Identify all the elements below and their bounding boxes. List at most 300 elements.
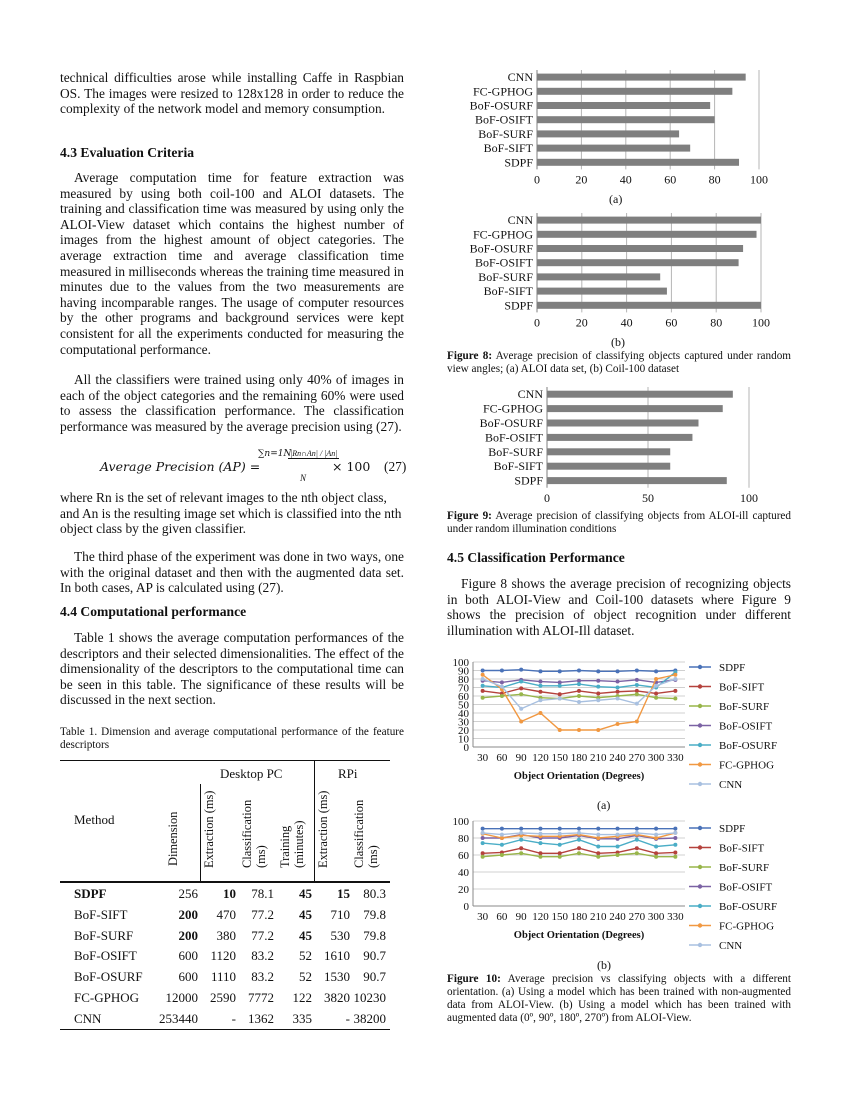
table-cell-ext: 10 [223, 886, 236, 901]
data-point [538, 680, 542, 684]
y-tick-label: 50 [458, 699, 469, 712]
data-point [673, 827, 677, 831]
bar [547, 463, 670, 470]
data-point [481, 827, 485, 831]
figure-8-caption [447, 350, 791, 376]
x-tick-label: 180 [570, 911, 588, 923]
bar [537, 245, 743, 252]
paragraph-definitions [60, 490, 404, 537]
paragraph-evaluation: Average computation time for feature extraction was measured by using both coil-100 and ALOI datasets. The training and classification time was measured by using only the ALOI-View dataset which contains the highest number of images from the highest amount of object categories. The average extraction time and average classification time measured in milliseconds whereas the training time measured in minutes due to the values from the two measurements are having incomparable ranges. The usage of computer resources by the other programs and background services were kept consistent for all the experiments conducted for measuring the computational performance. [60, 170, 404, 357]
data-point [654, 827, 658, 831]
x-tick-label: 60 [496, 752, 508, 764]
legend-label: BoF-SIFT [719, 681, 765, 694]
data-point [616, 669, 620, 673]
data-point [654, 677, 658, 681]
equation-numerator: |Rn∩An| / |An| [290, 449, 338, 458]
data-point [558, 832, 562, 836]
group-desktop-pc: Desktop PC [220, 766, 283, 781]
table-cell-rcls: 79.8 [363, 906, 386, 922]
legend-marker [698, 884, 702, 888]
y-tick-label: 20 [458, 725, 469, 737]
bar [537, 259, 739, 266]
data-point [616, 833, 620, 837]
x-tick-label: 150 [551, 911, 568, 923]
data-point [654, 845, 658, 849]
legend-marker [698, 762, 702, 766]
y-tick-label: 100 [452, 816, 469, 828]
paragraph-classifiers: All the classifiers were trained using only 40% of images in each of the object categories and the remaining 60% were used to assess the classification performance. The classification performance was measured by the average precision using (27). [60, 372, 404, 434]
data-point [577, 831, 581, 835]
data-point [538, 827, 542, 831]
table-cell-dim: 600 [178, 969, 198, 985]
figure-8a-chart [447, 66, 791, 190]
data-point [654, 684, 658, 688]
data-point [654, 669, 658, 673]
table-cell-rcls: 80.3 [363, 886, 386, 901]
category-label: SDPF [514, 473, 543, 488]
figure-10a-label: (a) [597, 798, 611, 812]
data-point [654, 691, 658, 695]
table-cell-train: 52 [299, 948, 312, 964]
table-cell-dim: 12000 [165, 990, 198, 1005]
category-label: SDPF [504, 298, 533, 313]
data-point [558, 684, 562, 688]
table-cell-train: 45 [299, 927, 312, 943]
table-cell-dim: 600 [178, 948, 198, 964]
legend-marker [698, 943, 702, 947]
bar [547, 405, 723, 412]
bar [547, 434, 692, 441]
x-tick-label: 20 [575, 172, 588, 187]
data-point [538, 669, 542, 673]
category-label: BoF-OSURF [479, 416, 543, 430]
data-point [577, 669, 581, 673]
data-point [558, 697, 562, 701]
data-point [519, 827, 523, 831]
data-point [616, 686, 620, 690]
legend-label: BoF-SIFT [719, 842, 765, 855]
data-point [596, 679, 600, 683]
x-tick-label: 240 [609, 752, 626, 764]
table-cell-cls: 77.2 [251, 927, 274, 943]
bar [537, 217, 761, 224]
equation-27 [100, 447, 407, 485]
figure-10-caption [447, 973, 791, 1025]
category-label: BoF-SURF [488, 444, 543, 459]
figure-8-caption-label: Figure 8: [447, 350, 493, 362]
table-cell-ext: - [231, 1010, 236, 1026]
paragraph-third-phase: The third phase of the experiment was done in two ways, one with the original dataset and then with the augmented data set. In both cases, AP is calculated using (27). [60, 549, 404, 596]
x-tick-label: 210 [590, 911, 607, 923]
legend-marker [698, 704, 702, 708]
data-point [635, 683, 639, 687]
table-cell-dim: 256 [178, 886, 198, 901]
table-caption: Table 1. Dimension and average computational performance of the feature descriptors [60, 726, 404, 751]
data-point [635, 702, 639, 706]
x-tick-label: 330 [667, 911, 684, 923]
x-tick-label: 30 [477, 911, 489, 923]
table-cell-cls: 78.1 [251, 886, 274, 901]
data-point [500, 680, 504, 684]
bar [537, 231, 757, 238]
data-point [577, 700, 581, 704]
data-point [481, 831, 485, 835]
x-tick-label: 330 [667, 752, 684, 764]
data-point [558, 827, 562, 831]
data-point [673, 855, 677, 859]
table-cell-dim: 200 [178, 906, 198, 922]
x-tick-label: 90 [515, 911, 527, 923]
table-cell-cls: 77.2 [251, 906, 274, 922]
y-tick-label: 10 [458, 733, 469, 746]
data-point [558, 843, 562, 847]
figure-10a-chart [447, 650, 791, 800]
data-point [616, 697, 620, 701]
bar [537, 145, 690, 152]
table-cell-cls: 83.2 [251, 948, 274, 964]
category-label: FC-GPHOG [472, 227, 533, 242]
data-point [519, 680, 523, 684]
data-point [519, 851, 523, 855]
category-label: BoF-SIFT [483, 284, 533, 299]
data-point [500, 685, 504, 689]
x-axis-title: Object Orientation (Degrees) [513, 930, 645, 941]
data-point [500, 694, 504, 698]
data-point [500, 853, 504, 857]
definition-line-1: where Rn is the set of relevant images to the nth object class, [60, 490, 387, 505]
y-tick-label: 20 [458, 884, 469, 896]
category-label: BoF-SIFT [483, 141, 533, 156]
legend-label: BoF-SURF [719, 701, 770, 713]
data-point [635, 678, 639, 682]
data-point [673, 677, 677, 681]
equation-number: (27) [384, 459, 407, 474]
bar [547, 477, 727, 484]
data-point [596, 833, 600, 837]
data-point [635, 838, 639, 842]
y-tick-label: 0 [463, 742, 469, 754]
category-label: BoF-SIFT [493, 459, 543, 474]
table-cell-method: CNN [74, 1010, 102, 1026]
x-tick-label: 120 [532, 911, 549, 923]
section-heading-4-3: 4.3 Evaluation Criteria [60, 145, 195, 160]
table-bottom-rule [60, 1029, 390, 1030]
figure-9-chart [447, 386, 791, 508]
data-point [635, 692, 639, 696]
table-cell-rext: 1610 [324, 948, 350, 964]
table-row [60, 905, 390, 926]
x-tick-label: 60 [496, 911, 508, 923]
data-point [635, 831, 639, 835]
data-point [616, 722, 620, 726]
table-cell-train: 45 [299, 906, 312, 922]
data-point [635, 827, 639, 831]
data-point [481, 689, 485, 693]
data-point [481, 669, 485, 673]
category-label: BoF-SURF [478, 126, 533, 141]
data-point [538, 855, 542, 859]
table-cell-train: 122 [292, 990, 312, 1005]
legend-marker [698, 904, 702, 908]
data-point [577, 689, 581, 693]
category-label: BoF-SURF [478, 269, 533, 284]
data-point [538, 711, 542, 715]
data-point [519, 686, 523, 690]
header-training: Training (minutes) [278, 820, 306, 868]
data-point [481, 673, 485, 677]
data-point [596, 685, 600, 689]
table-cell-ext: 470 [216, 906, 236, 922]
x-tick-label: 100 [752, 315, 770, 330]
header-method: Method [74, 812, 115, 827]
data-point [558, 728, 562, 732]
data-point [616, 827, 620, 831]
figure-10b-chart [447, 812, 791, 960]
table-cell-rext: 1530 [324, 969, 350, 985]
data-point [577, 827, 581, 831]
data-point [558, 855, 562, 859]
data-point [538, 690, 542, 694]
x-tick-label: 80 [710, 315, 723, 330]
y-tick-label: 40 [458, 708, 469, 720]
category-label: BoF-OSURF [469, 241, 533, 256]
y-tick-label: 70 [458, 682, 469, 695]
bar [537, 302, 761, 309]
x-tick-label: 0 [544, 490, 550, 505]
table-cell-method: SDPF [74, 886, 107, 901]
table-cell-method: BoF-OSIFT [74, 948, 137, 964]
category-label: BoF-OSURF [469, 98, 533, 113]
category-label: SDPF [504, 155, 533, 170]
legend-marker [698, 865, 702, 869]
bar [537, 273, 660, 280]
table-cell-rext: 15 [337, 886, 350, 901]
bar [537, 88, 732, 95]
data-point [519, 668, 523, 672]
table-cell-rext: 710 [330, 906, 350, 922]
data-point [654, 855, 658, 859]
equation-rhs: × 100 [332, 459, 371, 474]
data-point [519, 846, 523, 850]
y-tick-label: 80 [458, 674, 469, 686]
table-row [60, 988, 390, 1009]
x-tick-label: 20 [575, 315, 588, 330]
x-tick-label: 270 [628, 911, 646, 923]
y-tick-label: 100 [452, 657, 469, 669]
figure-9-caption [447, 510, 791, 536]
y-tick-label: 90 [458, 665, 469, 678]
data-point [481, 855, 485, 859]
table-row [60, 926, 390, 947]
legend-marker [698, 923, 702, 927]
table-cell-method: FC-GPHOG [74, 990, 140, 1005]
y-tick-label: 0 [463, 901, 469, 913]
data-point [481, 696, 485, 700]
data-point [577, 728, 581, 732]
data-point [500, 827, 504, 831]
header-rpi-classification: Classification (ms) [352, 799, 380, 868]
data-point [673, 673, 677, 677]
legend-marker [698, 684, 702, 688]
data-point [519, 720, 523, 724]
equation-denominator: N [300, 473, 307, 483]
legend-label: SDPF [719, 823, 746, 835]
data-point [673, 831, 677, 835]
x-tick-label: 120 [532, 752, 549, 764]
data-point [596, 669, 600, 673]
category-label: FC-GPHOG [472, 84, 533, 99]
x-tick-label: 300 [647, 752, 665, 764]
data-point [673, 836, 677, 840]
x-tick-label: 150 [551, 752, 568, 764]
figure-8b-label: (b) [611, 335, 625, 349]
x-tick-label: 40 [619, 172, 632, 187]
bar [537, 116, 715, 123]
x-tick-label: 50 [642, 490, 654, 505]
bar [537, 130, 679, 137]
data-point [635, 720, 639, 724]
data-point [616, 845, 620, 849]
data-point [481, 677, 485, 681]
table-cell-rcls: 90.7 [363, 948, 386, 964]
table-cell-rext: 530 [330, 927, 350, 943]
header-dimension: Dimension [166, 811, 180, 866]
table-cell-ext: 1110 [210, 969, 236, 985]
category-label: CNN [507, 213, 533, 228]
table-cell-dim: 200 [178, 927, 198, 943]
legend-label: SDPF [719, 662, 746, 674]
table-cell-ext: 380 [216, 927, 236, 943]
category-label: CNN [517, 387, 543, 402]
table-row [60, 884, 390, 905]
x-tick-label: 0 [534, 315, 540, 330]
legend-label: CNN [719, 779, 743, 791]
data-point [596, 827, 600, 831]
equation-fraction [288, 449, 339, 459]
data-point [538, 698, 542, 702]
table-top-rule [60, 760, 390, 761]
x-tick-label: 180 [570, 752, 588, 764]
data-point [538, 841, 542, 845]
x-tick-label: 80 [708, 172, 721, 187]
table-cell-train: 45 [299, 886, 312, 901]
figure-8b-chart [447, 208, 791, 334]
figure-10b-label: (b) [597, 958, 611, 972]
figure-9-caption-label: Figure 9: [447, 510, 492, 522]
table-cell-rext: - [345, 1010, 350, 1026]
data-point [616, 690, 620, 694]
x-tick-label: 210 [590, 752, 607, 764]
data-point [577, 838, 581, 842]
data-point [577, 682, 581, 686]
data-point [519, 838, 523, 842]
table-row [60, 1009, 390, 1030]
data-point [519, 707, 523, 711]
category-label: CNN [507, 70, 533, 85]
category-label: BoF-OSIFT [474, 255, 533, 270]
data-point [519, 831, 523, 835]
category-label: BoF-OSIFT [484, 430, 543, 445]
data-point [654, 833, 658, 837]
x-axis-title: Object Orientation (Degrees) [513, 771, 645, 782]
data-point [596, 691, 600, 695]
table-cell-rext: 3820 [324, 990, 350, 1005]
data-point [500, 669, 504, 673]
data-point [481, 684, 485, 688]
data-point [481, 836, 485, 840]
legend-label: BoF-OSURF [719, 740, 778, 752]
bar [537, 74, 746, 81]
y-tick-label: 40 [458, 867, 469, 879]
bar [537, 288, 667, 295]
data-point [519, 692, 523, 696]
table-vline-2 [314, 760, 315, 882]
figure-10-caption-label: Figure 10: [447, 973, 501, 985]
y-tick-label: 80 [458, 833, 469, 845]
data-point [673, 850, 677, 854]
data-point [654, 696, 658, 700]
x-tick-label: 100 [740, 490, 758, 505]
table-cell-cls: 7772 [248, 990, 274, 1005]
section-heading-4-5: 4.5 Classification Performance [447, 550, 625, 565]
data-point [577, 846, 581, 850]
figure-9-caption-text: Average precision of classifying objects from ALOI-ill captured under random illumination conditions [447, 510, 791, 535]
header-rpi-extraction: Extraction (ms) [316, 790, 330, 868]
legend-marker [698, 743, 702, 747]
x-tick-label: 60 [665, 315, 678, 330]
bar [537, 159, 739, 166]
data-point [635, 669, 639, 673]
table-vline-1 [200, 784, 201, 882]
data-point [596, 855, 600, 859]
table-cell-method: BoF-SURF [74, 927, 134, 943]
table-cell-train: 335 [292, 1010, 312, 1026]
y-tick-label: 60 [458, 850, 469, 862]
legend-marker [698, 845, 702, 849]
data-point [558, 669, 562, 673]
legend-marker [698, 782, 702, 786]
table-header-rule [60, 881, 390, 883]
table-cell-ext: 1120 [210, 948, 236, 964]
table-cell-rcls: 38200 [353, 1010, 386, 1026]
data-point [635, 846, 639, 850]
data-point [538, 684, 542, 688]
bar [547, 391, 733, 398]
data-point [673, 697, 677, 701]
paragraph-intro: technical difficulties arose while installing Caffe in Raspbian OS. The images were resized to 128x128 in order to reduce the complexity of the network model and memory consumption. [60, 70, 404, 117]
table-cell-dim: 253440 [159, 1010, 198, 1026]
data-point [673, 689, 677, 693]
y-tick-label: 30 [458, 716, 469, 729]
data-point [596, 845, 600, 849]
legend-label: BoF-SURF [719, 862, 770, 874]
figure-10-caption-text: Average precision vs classifying objects with a different orientation. (a) Using a model which has been trained with non-augmented data from ALOI-View. (b) Using a model which has been trained with augmented data (0º, 90º, 180º, 270º) from ALOI-View. [447, 973, 792, 1024]
legend-marker [698, 665, 702, 669]
bar [547, 448, 670, 455]
figure-8a-label: (a) [609, 192, 623, 206]
table-cell-method: BoF-OSURF [74, 969, 143, 985]
x-tick-label: 40 [620, 315, 633, 330]
table-cell-cls: 83.2 [251, 969, 274, 985]
category-label: BoF-OSIFT [474, 112, 533, 127]
x-tick-label: 270 [628, 752, 646, 764]
data-point [616, 680, 620, 684]
data-point [500, 833, 504, 837]
equation-lhs: Average Precision (AP) = [100, 459, 261, 474]
data-point [577, 851, 581, 855]
legend-marker [698, 826, 702, 830]
data-point [596, 728, 600, 732]
